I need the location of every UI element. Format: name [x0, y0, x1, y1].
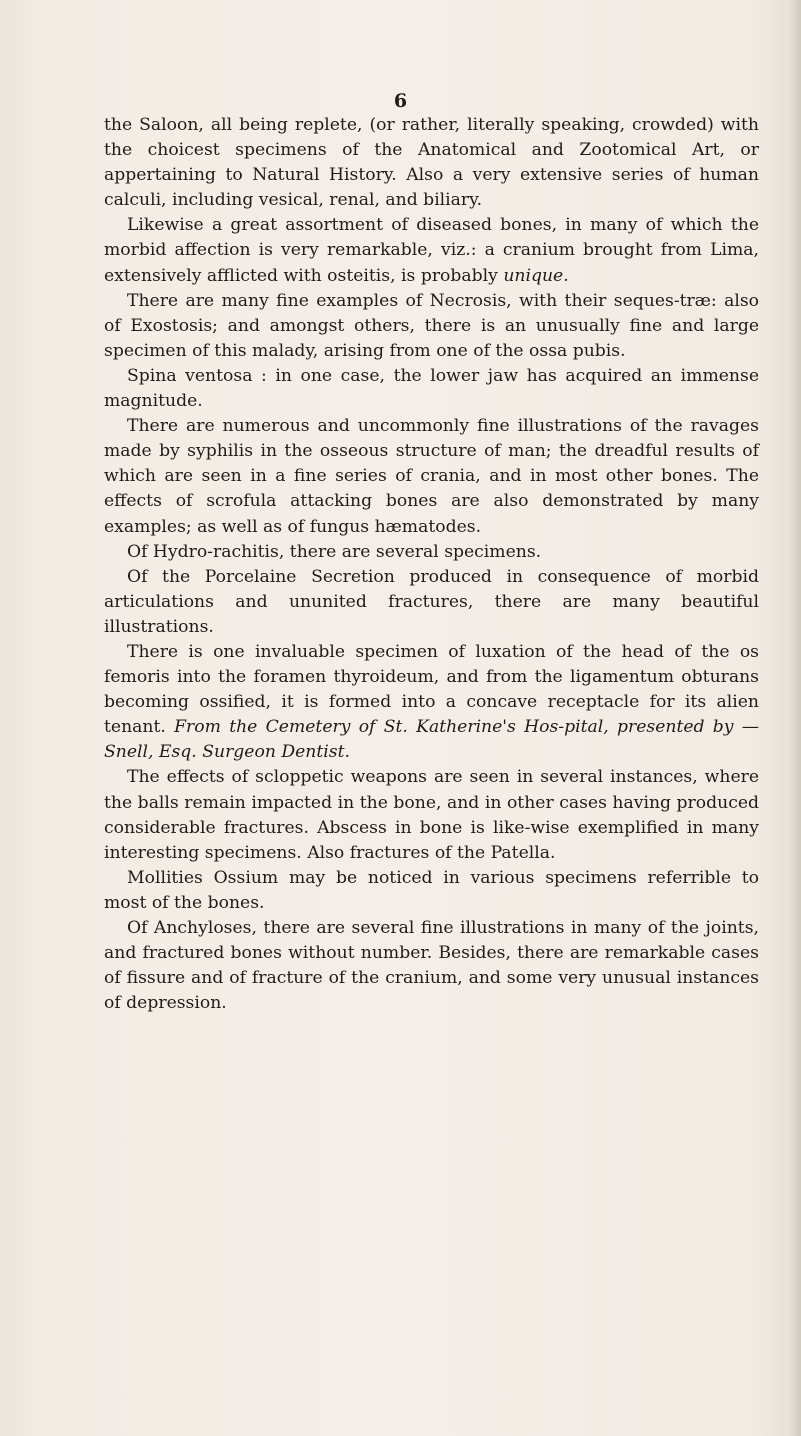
paragraph: There is one invaluable specimen of luxation of the head of the os femoris into the foramen thyroideum, and from the ligamentum obturans becoming ossified, it is formed into a concave receptacle for its alien tenant. From the Cemetery of St. Katherine's Hos-pital, presented by — Snell, Esq. Surgeon Dentist. [104, 641, 759, 763]
paragraph: There are many fine examples of Necrosis, with their seques-træ: also of Exostosis; and amongst others, there is an unusually fine and large specimen of this malady, arising from one of the ossa pubis. [104, 290, 759, 361]
paragraph: Of Hydro-rachitis, there are several specimens. [127, 541, 542, 562]
italic-text: From the Cemetery of St. Katherine's Hos-pital, presented by — Snell, Esq. Surgeon Dentist. [104, 717, 759, 763]
paragraph: Of the Porcelaine Secretion produced in consequence of morbid articulations and ununited fractures, there are many beautiful illustrations. [104, 566, 759, 637]
paragraph: Mollities Ossium may be noticed in various specimens referrible to most of the bones. [104, 867, 759, 913]
page-number: 6 [393, 90, 408, 112]
paragraph: The effects of scloppetic weapons are seen in several instances, where the balls remain impacted in the bone, and in other cases having produced considerable fractures. Abscess in bone is like-wise exemplified in many interesting specimens. Also fractures of the Patella. [104, 767, 759, 863]
page-edge-shadow [789, 0, 801, 1436]
paragraph: There are numerous and uncommonly fine illustrations of the ravages made by syphilis in the osseous structure of man; the dreadful results of which are seen in a fine series of crania, and in most other bones. The effects of scrofula attacking bones are also demonstrated by many examples; as well as of fungus hæmatodes. [104, 416, 759, 537]
italic-text: unique. [503, 265, 569, 286]
body-text [104, 113, 759, 1016]
paragraph: the Saloon, all being replete, (or rather, literally speaking, crowded) with the choicest specimens of the Anatomical and Zootomical Art, or appertaining to Natural History. Also a very extensive series of human calculi, including vesical, renal, and biliary. [104, 115, 759, 211]
paragraph: Of Anchyloses, there are several fine illustrations in many of the joints, and fractured bones without number. Besides, there are remarkable cases of fissure and of fracture of the cranium, and some very unusual instances of depression. [104, 918, 759, 1014]
paragraph: Likewise a great assortment of diseased bones, in many of which the morbid affection is very remarkable, viz.: a cranium brought from Lima, extensively afflicted with osteitis, is probably unique. [104, 215, 759, 286]
paragraph: Spina ventosa : in one case, the lower jaw has acquired an immense magnitude. [104, 365, 759, 412]
